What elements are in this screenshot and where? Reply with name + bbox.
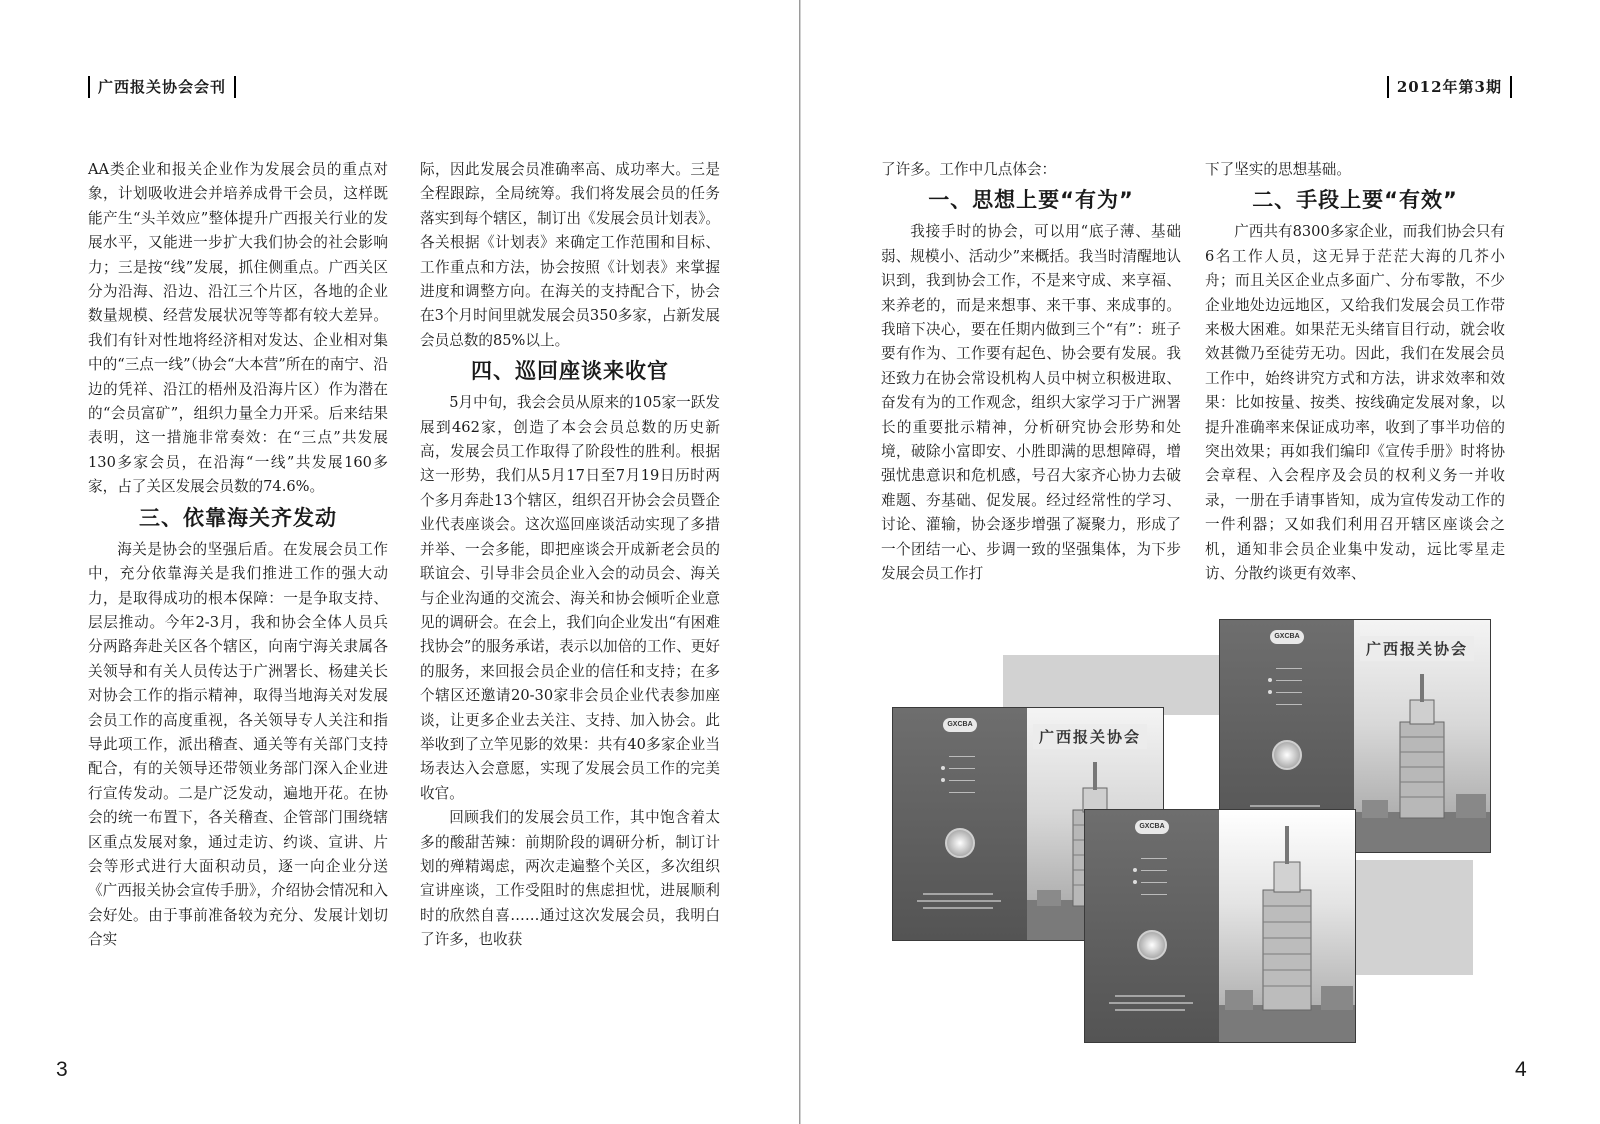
paragraph: 际，因此发展会员准确率高、成功率大。三是全程跟踪，全局统筹。我们将发展会员的任务落实到每个辖区，制订出《发展会员计划表》。各关根据《计划表》来确定工作范围和目标、工作重点和方法，协会按照《计划表》来掌握进度和调整方向。在海关的支持配合下，协会在3个月时间里就发展会员350多家，占新发展会员总数的85%以上。: [420, 161, 720, 349]
page-number-left: 3: [56, 1058, 68, 1081]
tower-building-icon: [1354, 662, 1490, 852]
emblem-icon: [945, 828, 975, 858]
paragraph: AA类企业和报关企业作为发展会员的重点对象，计划吸收进会并培养成骨干会员，这样既能产生“头羊效应”整体提升广西报关行业的发展水平，又能进一步扩大我们协会的社会影响力；三是按“线”发展，抓住侧重点。广西关区分为沿海、沿边、沿江三个片区，各地的企业数量规模、经营发展状况等等都有较大差异。我们有针对性地将经济相对发达、企业相对集中的“三点一线”（协会“大本营”所在的南宁、沿边的凭祥、沿江的梧州及沿海片区）作为潜在的“会员富矿”，组织力量全力开采。后来结果表明，这一措施非常奏效：在“三点”共发展130多家会员，在沿海“一线”共发展160多家，占了关区发展会员数的74.6%。: [88, 161, 388, 496]
brochure-photo-collage: [893, 620, 1513, 1050]
paragraph: 回顾我们的发展会员工作，其中饱含着太多的酸甜苦辣：前期阶段的调研分析，制订计划的殚精竭虑，两次走遍整个关区，多次组织宣讲座谈，工作受阻时的焦虑担忧，进展顺利时的欣然自喜……通过这次发展会员，我明白了许多，也收获: [420, 809, 720, 949]
page-number-right: 4: [1515, 1058, 1527, 1081]
paragraph: 5月中旬，我会会员从原来的105家一跃发展到462家，创造了本会会员总数的历史新高，发展会员工作取得了阶段性的胜利。根据这一形势，我们从5月17日至7月19日历时两个多月奔赴13个辖区，组织召开协会会员暨企业代表座谈会。这次巡回座谈活动实现了多措并举、一会多能，即把座谈会开成新老会员的联谊会、引导非会员企业入会的动员会、海关与企业沟通的交流会、海关和协会倾听企业意见的调研会。在会上，我们向企业发出“有困难找协会”的服务承诺，表示以加倍的工作、更好的服务，来回报会员企业的信任和支持；在多个辖区还邀请20-30家非会员企业代表参加座谈，让更多企业去关注、支持、加入协会。此举收到了立竿见影的效果：共有40多家企业当场表达入会意愿，实现了发展会员工作的完美收官。: [420, 394, 720, 802]
paragraph: 下了坚实的思想基础。: [1205, 161, 1351, 178]
left-column-2: [420, 158, 720, 953]
running-head-left: 广西报关协会会刊: [88, 76, 236, 98]
paragraph: 我接手时的协会，可以用“底子薄、基础弱、规模小、活动少”来概括。我当时清醒地认识到，我到协会工作，不是来守成、来享福、来养老的，而是来想事、来干事、来成事的。我暗下决心，要在任期内做到三个“有”：班子要有作为、工作要有起色、协会要有发展。我还致力在协会常设机构人员中树立积极进取、奋发有为的工作观念，组织大家学习于广洲署长的重要批示精神，分析研究协会形势和处境，破除小富即安、小胜即满的思想障碍，增强忧患意识和危机感，号召大家齐心协力去破难题、夯基础、促发展。经过经常性的学习、讨论、灌输，协会逐步增强了凝聚力，形成了一个团结一心、步调一致的坚强集体，为下步发展会员工作打: [881, 223, 1181, 583]
right-column-2: [1205, 158, 1505, 587]
paragraph: 广西共有8300多家企业，而我们协会只有6名工作人员，这无异于茫茫大海的几芥小舟；而且关区企业点多面广、分布零散，不少企业地处边远地区，又给我们发展会员工作带来极大困难。如果茫无头绪盲目行动，就会收效甚微乃至徒劳无功。因此，我们在发展会员工作中，始终讲究方式和方法，讲求效率和效果：比如按量、按类、按线确定发展对象，以提升准确率来保证成功率，收到了事半功倍的突出效果；再如我们编印《宣传手册》时将协会章程、入会程序及会员的权利义务一并收录，一册在手请事皆知，成为宣传发动工作的一件利器；又如我们利用召开辖区座谈会之机，通知非会员企业集中发动，远比零星走访、分散约谈更有效率、: [1205, 223, 1505, 583]
brochure-photo-c: [1085, 810, 1355, 1042]
emblem-icon: [1272, 740, 1302, 770]
tower-building-icon: [1219, 810, 1355, 1042]
right-column-1: [881, 158, 1181, 587]
paragraph: 海关是协会的坚强后盾。在发展会员工作中，充分依靠海关是我们推进工作的强大动力，是取得成功的根本保障：一是争取支持、层层推动。今年2-3月，我和协会全体人员兵分两路奔赴关区各个辖区，向南宁海关隶属各关领导和有关人员传达于广洲署长、杨建关长对协会工作的指示精神，取得当地海关对发展会员工作的高度重视，各关领导专人关注和指导此项工作，派出稽查、通关等有关部门支持配合，有的关领导还带领业务部门深入企业进行宣传发动。二是广泛发动，遍地开花。在协会的统一布置下，各关稽查、企管部门围绕辖区重点发展对象，通过走访、约谈、宣讲、片会等形式进行大面积动员，逐一向企业分送《广西报关协会宣传手册》，介绍协会情况和入会好处。由于事前准备较为充分、发展计划切合实: [88, 540, 388, 949]
running-head-right: 2012年第3期: [1387, 76, 1512, 98]
backdrop-gray-block: [1003, 655, 1248, 715]
brochure-cover-title: 广西报关协会: [1360, 636, 1474, 661]
left-column-1: [88, 158, 388, 953]
brochure-logo: GXCBA: [1135, 820, 1169, 834]
brochure-logo: GXCBA: [1270, 630, 1304, 644]
right-page: [801, 0, 1600, 1124]
paragraph: 了许多。工作中几点体会：: [881, 161, 1057, 178]
section-heading-2: 二、手段上要“有效”: [1252, 188, 1458, 213]
section-heading-1: 一、思想上要“有为”: [928, 188, 1134, 213]
backdrop-gray-block: [1353, 860, 1473, 975]
left-page: [0, 0, 799, 1124]
section-heading-4: 四、巡回座谈来收官: [471, 359, 669, 384]
brochure-cover-title: 广西报关协会: [1033, 724, 1147, 749]
section-heading-3: 三、依靠海关齐发动: [139, 505, 337, 530]
brochure-logo: GXCBA: [943, 718, 977, 732]
emblem-icon: [1137, 930, 1167, 960]
